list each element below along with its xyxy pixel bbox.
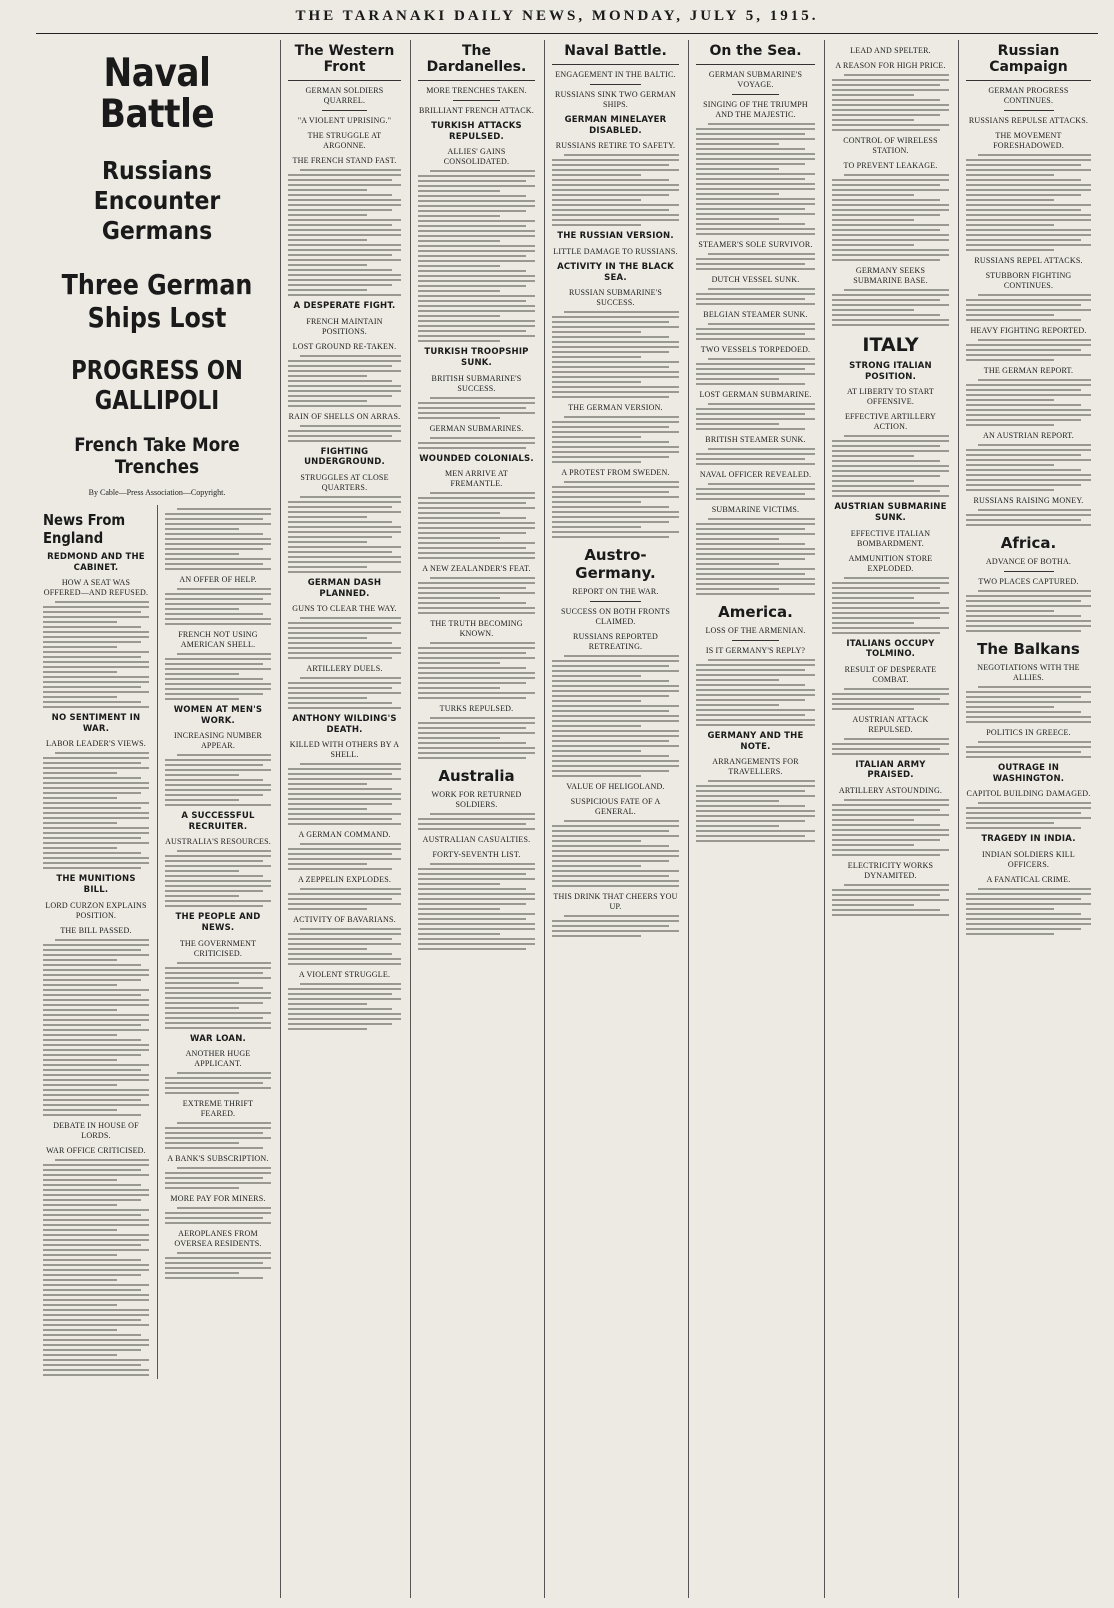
sub-heading: A DESPERATE FIGHT. (293, 301, 396, 311)
sub-heading: OUTRAGE IN WASHINGTON. (992, 763, 1065, 784)
sub-heading: THE TRUTH BECOMING KNOWN. (430, 619, 523, 639)
article-text (966, 339, 1091, 361)
sub-heading: MEN ARRIVE AT FREMANTLE. (444, 469, 509, 489)
sub-heading: AMMUNITION STORE EXPLODED. (848, 553, 933, 573)
sub-heading: WORK FOR RETURNED SOLDIERS. (431, 790, 522, 810)
headline-three-ships: Three German Ships Lost (61, 267, 253, 334)
article-text (966, 888, 1091, 935)
article-text (832, 435, 949, 497)
sub-heading: RUSSIAN SUBMARINE'S SUCCESS. (568, 288, 663, 308)
masthead: THE TARANAKI DAILY NEWS, MONDAY, JULY 5, 1915. (295, 8, 819, 24)
headline-french-trenches: French Take More Trenches (74, 433, 240, 478)
sub-heading: LOST GROUND RE-TAKEN. (292, 341, 397, 351)
article-text (43, 1159, 149, 1376)
sub-heading: LOST GERMAN SUBMARINE. (699, 390, 812, 399)
sub-heading: ARTILLERY ASTOUNDING. (838, 786, 943, 795)
sub-heading: RUSSIANS RETIRE TO SAFETY. (555, 141, 676, 151)
rule (590, 84, 641, 85)
sub-heading: LORD CURZON EXPLAINS POSITION. (45, 900, 147, 920)
sub-heading: LABOR LEADER'S VIEWS. (46, 739, 146, 749)
sub-heading: LITTLE DAMAGE TO RUSSIANS. (553, 246, 678, 256)
sub-heading: THE FRENCH STAND FAST. (292, 156, 397, 165)
sub-heading: INCREASING NUMBER APPEAR. (173, 731, 263, 751)
sub-heading: A SUCCESSFUL RECRUITER. (181, 811, 255, 832)
sub-heading: HOW A SEAT WAS OFFERED—AND REFUSED. (43, 578, 149, 598)
article-text (288, 355, 401, 407)
sub-heading: ANOTHER HUGE APPLICANT. (185, 1049, 251, 1069)
sub-heading: NAVAL OFFICER REVEALED. (699, 470, 812, 479)
sub-heading: EFFECTIVE ARTILLERY ACTION. (844, 412, 937, 432)
article-text (165, 754, 271, 806)
sub-heading: THE GOVERNMENT CRITICISED. (179, 938, 257, 958)
sub-heading: GERMAN SUBMARINE'S VOYAGE. (708, 70, 803, 89)
article-text (165, 508, 271, 570)
sub-heading: A REASON FOR HIGH PRICE. (835, 61, 946, 70)
sub-heading: SINGING OF THE TRIUMPH AND THE MAJESTIC. (703, 100, 808, 119)
sub-heading: SUCCESS ON BOTH FRONTS CLAIMED. (560, 607, 671, 627)
sub-heading: WAR LOAN. (190, 1033, 246, 1044)
article-text (418, 577, 535, 614)
article-text (552, 481, 679, 538)
sub-heading: STEAMER'S SOLE SURVIVOR. (698, 240, 813, 249)
sub-heading: EXTREME THRIFT FEARED. (182, 1099, 254, 1119)
sub-heading: TURKISH ATTACKS REPULSED. (431, 121, 522, 142)
article-text (418, 170, 535, 342)
article-text (696, 253, 815, 270)
sub-heading: WOUNDED COLONIALS. (419, 453, 534, 464)
sub-heading: THE BILL PASSED. (60, 925, 132, 935)
article-text (966, 294, 1091, 321)
sub-heading: SUBMARINE VICTIMS. (711, 505, 800, 514)
article-text (288, 843, 401, 870)
sub-heading: POLITICS IN GREECE. (986, 728, 1071, 737)
sub-heading: AUSTRALIA'S RESOURCES. (165, 837, 271, 847)
article-text (43, 601, 149, 708)
sub-heading: GUNS TO CLEAR THE WAY. (292, 604, 397, 614)
article-text (552, 154, 679, 226)
article-text (966, 509, 1091, 526)
sub-heading: STUBBORN FIGHTING CONTINUES. (985, 271, 1072, 290)
russian-campaign-column (958, 40, 1098, 1598)
sub-heading: MORE TRENCHES TAKEN. (426, 86, 527, 95)
rule (590, 601, 641, 602)
article-text (288, 496, 401, 573)
article-text (288, 425, 401, 442)
sub-heading: FRENCH NOT USING AMERICAN SHELL. (178, 629, 258, 649)
sub-heading: AN OFFER OF HELP. (179, 574, 257, 584)
sub-heading: ADVANCE OF BOTHA. (985, 557, 1072, 566)
sub-heading: AUSTRIAN SUBMARINE SUNK. (834, 502, 947, 523)
sub-heading: RESULT OF DESPERATE COMBAT. (844, 664, 937, 684)
sub-heading: NO SENTIMENT IN WAR. (51, 713, 141, 734)
sub-heading: A GERMAN COMMAND. (298, 830, 391, 840)
america-head: America. (718, 603, 793, 621)
article-text (696, 123, 815, 235)
sub-heading: ENGAGEMENT IN THE BALTIC. (555, 70, 676, 79)
sub-heading: STRUGGLES AT CLOSE QUARTERS. (300, 472, 389, 492)
austro-germany-head: Austro-Germany. (575, 546, 656, 583)
article-text (696, 483, 815, 500)
sub-heading: AN AUSTRIAN REPORT. (983, 431, 1074, 440)
sub-heading: THE GERMAN REPORT. (983, 366, 1074, 375)
sub-heading: INDIAN SOLDIERS KILL OFFICERS. (982, 849, 1075, 869)
sub-heading: RUSSIANS RAISING MONEY. (973, 496, 1084, 505)
article-text (966, 590, 1091, 632)
sub-heading: FIGHTING UNDERGROUND. (304, 446, 385, 468)
headline-russians-encounter: Russians Encounter Germans (93, 155, 221, 245)
on-the-sea-column (688, 40, 822, 1598)
article-text (832, 738, 949, 755)
sub-heading: REDMOND AND THE CABINET. (47, 551, 145, 573)
sub-heading: LEAD AND SPELTER. (850, 46, 931, 55)
article-text (165, 850, 271, 907)
sub-heading: THE MOVEMENT FORESHADOWED. (993, 131, 1064, 150)
sub-heading: A FANATICAL CRIME. (986, 874, 1071, 884)
sub-heading: SUSPICIOUS FATE OF A GENERAL. (570, 797, 661, 817)
sub-heading: ARTILLERY DUELS. (306, 664, 383, 674)
sub-heading: FORTY-SEVENTH LIST. (432, 850, 521, 860)
article-text (418, 813, 535, 830)
article-text (832, 799, 949, 856)
article-text (552, 416, 679, 463)
sub-heading: RUSSIANS SINK TWO GERMAN SHIPS. (555, 90, 676, 109)
article-text (165, 962, 271, 1029)
article-text (552, 311, 679, 398)
sub-heading: GERMAN DASH PLANNED. (307, 577, 382, 599)
sub-heading: BRITISH STEAMER SUNK. (705, 435, 806, 444)
rule (732, 94, 780, 95)
article-text (696, 323, 815, 340)
article-text (832, 289, 949, 326)
masthead-rule (36, 33, 1098, 34)
sub-heading: A BANK'S SUBSCRIPTION. (167, 1154, 269, 1164)
sub-heading: ALLIES' GAINS CONSOLIDATED. (443, 147, 510, 167)
dardanelles-column (410, 40, 542, 1598)
headline-naval-battle: Naval Battle (99, 51, 215, 137)
sub-heading: MORE PAY FOR MINERS. (170, 1194, 266, 1204)
sub-heading: DEBATE IN HOUSE OF LORDS. (53, 1120, 139, 1140)
italy-head: ITALY (862, 334, 919, 356)
article-text (165, 1072, 271, 1094)
article-text (966, 686, 1091, 723)
article-text (696, 403, 815, 430)
article-text (288, 928, 401, 965)
article-text (552, 820, 679, 887)
sub-heading: A NEW ZEALANDER'S FEAT. (422, 564, 531, 574)
sub-heading: ACTIVITY IN THE BLACK SEA. (557, 261, 674, 283)
sub-heading: THE MUNITIONS BILL. (56, 874, 136, 895)
sub-heading: RUSSIANS REPORTED RETREATING. (573, 632, 658, 652)
front-column (36, 40, 278, 1598)
sub-heading: GERMAN SUBMARINES. (429, 423, 524, 433)
article-text (165, 588, 271, 625)
dardanelles-head: The Dardanelles. (418, 40, 535, 81)
naval-battle-column (544, 40, 686, 1598)
sub-heading: THIS DRINK THAT CHEERS YOU UP. (553, 892, 678, 912)
article-text (552, 655, 679, 777)
sub-heading: TO PREVENT LEAKAGE. (843, 161, 938, 170)
sub-heading: ITALIAN ARMY PRAISED. (855, 759, 926, 781)
sub-heading: VALUE OF HELIGOLAND. (566, 782, 665, 792)
sub-heading: AUSTRIAN ATTACK REPULSED. (852, 714, 929, 734)
article-text (966, 802, 1091, 829)
sub-heading: "A VIOLENT UPRISING." (297, 116, 392, 125)
sub-heading: RUSSIANS REPEL ATTACKS. (974, 256, 1083, 265)
sub-heading: AT LIBERTY TO START OFFENSIVE. (846, 387, 935, 407)
article-text (966, 379, 1091, 426)
sub-heading: CAPITOL BUILDING DAMAGED. (966, 789, 1091, 799)
russian-campaign-head: Russian Campaign (966, 40, 1091, 81)
sub-heading: WAR OFFICE CRITICISED. (46, 1145, 146, 1155)
article-text (696, 448, 815, 465)
on-the-sea-head: On the Sea. (696, 40, 815, 65)
article-text (43, 752, 149, 869)
article-text (418, 642, 535, 699)
sub-heading: TWO PLACES CAPTURED. (978, 577, 1079, 586)
article-text (418, 863, 535, 950)
sub-heading: ACTIVITY OF BAVARIANS. (293, 915, 396, 925)
sub-heading: GERMANY SEEKS SUBMARINE BASE. (853, 266, 928, 285)
article-text (165, 1207, 271, 1224)
press-credit: By Cable—Press Association—Copyright. (88, 487, 226, 497)
sub-heading: GERMAN PROGRESS CONTINUES. (988, 86, 1069, 105)
article-text (696, 659, 815, 726)
article-text (165, 1122, 271, 1149)
rule (1004, 110, 1054, 111)
article-text (165, 653, 271, 700)
article-text (418, 437, 535, 449)
article-text (966, 444, 1091, 491)
sub-heading: RUSSIANS REPULSE ATTACKS. (968, 116, 1089, 125)
article-text (418, 492, 535, 559)
article-text (552, 915, 679, 937)
rule (322, 110, 367, 111)
sub-heading: TURKISH TROOPSHIP SUNK. (424, 347, 529, 368)
balkans-head: The Balkans (977, 640, 1080, 658)
front-lower-right (157, 505, 271, 1379)
article-text (832, 174, 949, 261)
sub-heading: WOMEN AT MEN'S WORK. (173, 704, 263, 726)
sub-heading: ANTHONY WILDING'S DEATH. (292, 714, 397, 735)
article-text (696, 518, 815, 595)
article-text (832, 74, 949, 131)
sub-heading: TRAGEDY IN INDIA. (981, 834, 1076, 845)
western-front-column (280, 40, 408, 1598)
article-text (966, 154, 1091, 251)
sub-heading: KILLED WITH OTHERS BY A SHELL. (289, 740, 400, 760)
australia-head: Australia (438, 767, 515, 786)
rule (732, 640, 780, 641)
sub-heading: EFFECTIVE ITALIAN BOMBARDMENT. (850, 528, 931, 548)
article-text (165, 1252, 271, 1279)
sub-heading: FRENCH MAINTAIN POSITIONS. (306, 316, 383, 336)
sub-heading: BRILLIANT FRENCH ATTACK. (419, 106, 534, 115)
rule (453, 100, 500, 101)
article-text (288, 617, 401, 659)
sub-heading: HEAVY FIGHTING REPORTED. (970, 326, 1087, 335)
article-text (696, 288, 815, 305)
article-text (288, 169, 401, 296)
article-text (418, 397, 535, 419)
article-text (288, 763, 401, 825)
sub-heading: THE GERMAN VERSION. (568, 403, 663, 413)
article-text (832, 577, 949, 634)
article-text (418, 717, 535, 759)
article-text (832, 884, 949, 916)
news-from-england-head: News From England (43, 510, 126, 547)
sub-heading: A VIOLENT STRUGGLE. (298, 970, 391, 980)
sub-heading: THE PEOPLE AND NEWS. (175, 912, 261, 933)
article-text (288, 983, 401, 1030)
article-text (43, 939, 149, 1116)
sub-heading: THE RUSSIAN VERSION. (557, 231, 674, 242)
sub-heading: ELECTRICITY WORKS DYNAMITED. (847, 861, 934, 880)
sub-heading: A PROTEST FROM SWEDEN. (561, 468, 670, 478)
naval-battle-head: Naval Battle. (552, 40, 679, 65)
sub-heading: REPORT ON THE WAR. (572, 587, 659, 597)
sub-heading: STRONG ITALIAN POSITION. (849, 361, 932, 382)
sub-heading: IS IT GERMANY'S REPLY? (705, 646, 806, 655)
rule (1004, 571, 1054, 572)
lead-spelter-italy-column (824, 40, 956, 1598)
sub-heading: TURKS REPULSED. (439, 704, 514, 714)
sub-heading: A ZEPPELIN EXPLODES. (297, 875, 392, 885)
africa-head: Africa. (1000, 534, 1057, 552)
headline-gallipoli: PROGRESS ON GALLIPOLI (71, 355, 243, 416)
sub-heading: GERMANY AND THE NOTE. (707, 731, 804, 752)
western-front-head: The Western Front (288, 40, 401, 81)
article-text (696, 780, 815, 842)
sub-heading: CONTROL OF WIRELESS STATION. (843, 136, 938, 155)
sub-heading: AEROPLANES FROM OVERSEA RESIDENTS. (174, 1229, 262, 1249)
sub-heading: TWO VESSELS TORPEDOED. (700, 345, 811, 354)
article-text (165, 1167, 271, 1189)
article-text (832, 688, 949, 710)
article-text (966, 741, 1091, 758)
article-text (288, 888, 401, 910)
sub-heading: AUSTRALIAN CASUALTIES. (422, 835, 531, 845)
sub-heading: ITALIANS OCCUPY TOLMINO. (846, 638, 935, 660)
front-headlines (43, 51, 271, 497)
sub-heading: RAIN OF SHELLS ON ARRAS. (288, 411, 401, 421)
sub-heading: THE STRUGGLE AT ARGONNE. (307, 131, 382, 150)
sub-heading: LOSS OF THE ARMENIAN. (705, 626, 806, 635)
sub-heading: GERMAN MINELAYER DISABLED. (564, 115, 667, 136)
front-lower (43, 505, 271, 1379)
article-text (696, 358, 815, 385)
sub-heading: BELGIAN STEAMER SUNK. (703, 310, 808, 319)
sub-heading: GERMAN SOLDIERS QUARREL. (305, 86, 384, 105)
sub-heading: ARRANGEMENTS FOR TRAVELLERS. (712, 757, 799, 777)
sub-heading: BRITISH SUBMARINE'S SUCCESS. (431, 373, 522, 393)
article-text (288, 677, 401, 709)
sub-heading: NEGOTIATIONS WITH THE ALLIES. (977, 663, 1080, 682)
front-lower-left (43, 505, 149, 1379)
sub-heading: DUTCH VESSEL SUNK. (711, 275, 800, 284)
